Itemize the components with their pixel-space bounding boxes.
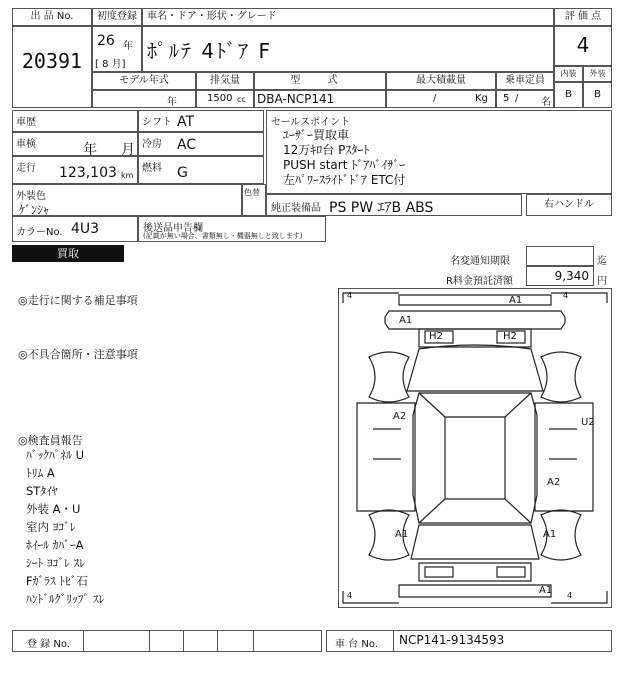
car-name-label-cell <box>142 8 554 26</box>
notice-box <box>526 246 594 266</box>
inspection-cell <box>12 132 138 156</box>
grade-label: 評 価 点 <box>564 11 602 22</box>
model-year-cell <box>92 90 196 108</box>
color-no-label: カラーNo. <box>16 227 63 238</box>
divider <box>217 631 218 651</box>
max-load-value: / <box>433 93 437 104</box>
chassis-no-value: NCP141-9134593 <box>399 633 505 647</box>
divider <box>393 631 394 651</box>
car-name-label: 車名・ドア・形状・グレード <box>147 11 277 22</box>
corner-label-tr: 4 <box>563 291 569 300</box>
first-reg-year-unit: 年 <box>123 41 133 52</box>
capacity-sep: / <box>515 93 519 104</box>
damage-mark: H2 <box>429 331 443 342</box>
displacement-cell <box>196 90 254 108</box>
inspector-title: ◎検査員報告 <box>18 434 83 447</box>
shift-cell <box>138 110 264 132</box>
inspection-year: 年 <box>83 142 97 158</box>
equipment-cell <box>266 194 522 216</box>
reg-no-cell <box>12 630 322 652</box>
max-load-label: 最大積載量 <box>416 75 466 86</box>
divider <box>253 631 254 651</box>
fuel-label: 燃料 <box>142 163 162 174</box>
mileage-value: 123,103 <box>59 165 117 181</box>
recycle-value: 9,340 <box>554 269 589 283</box>
capacity-value: 5 <box>503 93 510 104</box>
displacement-label-cell <box>196 72 254 90</box>
car-diagram-drawing <box>339 289 611 607</box>
corner-label-br: 4 <box>567 591 573 600</box>
max-load-cell <box>386 90 496 108</box>
chassis-no-cell <box>326 630 612 652</box>
shift-value: AT <box>177 114 195 130</box>
ac-label: 冷房 <box>142 139 162 150</box>
car-name: ﾎﾟﾙﾃ 4ﾄﾞｱ F <box>147 39 272 63</box>
damage-mark: A1 <box>543 529 557 540</box>
purchase-badge: 買取 <box>12 245 124 262</box>
type-label-cell <box>254 72 386 90</box>
post-doc-note: (記載が無い場合、書類無し・機器無しと致します) <box>143 232 303 240</box>
damage-mark: A1 <box>539 585 553 596</box>
model-year-label: モデル年式 <box>119 75 169 86</box>
recolor-cell <box>242 184 266 216</box>
chassis-no-label: 車 台 No. <box>335 639 378 650</box>
capacity-label-cell <box>496 72 554 90</box>
inspector-line: 外装 A・U <box>26 502 81 516</box>
notice-label: 名変通知期限 <box>450 256 510 267</box>
inspector-line: ｼｰﾄ ﾖｺﾞﾚ ｽﾚ <box>26 556 86 570</box>
damage-mark: U2 <box>581 417 595 428</box>
inspector-line: ﾄﾘﾑ A <box>26 466 55 480</box>
driving-notes-title: ◎走行に関する補足事項 <box>18 294 138 307</box>
interior-label: 内装 <box>560 69 577 78</box>
equipment-value: PS PW ｴｱB ABS <box>329 200 434 216</box>
recycle-label: R料金預託済額 <box>446 276 513 287</box>
capacity-label: 乗車定員 <box>505 75 545 86</box>
model-year-unit: 年 <box>167 97 177 108</box>
sales-points-cell <box>266 110 612 194</box>
ac-cell <box>138 132 264 156</box>
defects-title: ◎不具合箇所・注意事項 <box>18 348 138 361</box>
type-value: DBA-NCP141 <box>257 92 335 106</box>
lot-label-cell <box>12 8 92 26</box>
notice-unit: 迄 <box>597 256 607 267</box>
damage-mark: A1 <box>395 529 409 540</box>
capacity-cell <box>496 90 554 108</box>
type-label: 型 式 <box>290 75 350 86</box>
sales-points-list <box>283 128 405 188</box>
displacement-label: 排気量 <box>210 75 240 86</box>
grade-value: 4 <box>576 33 590 57</box>
color-no-cell <box>12 216 138 242</box>
first-reg-year: 26 <box>97 33 115 49</box>
inspector-line: ﾊﾞｯｸﾊﾟﾈﾙ U <box>26 448 85 462</box>
lot-number-cell <box>12 26 92 108</box>
sales-point-line: PUSH start ﾄﾞｱﾊﾞｲｻﾞｰ <box>283 158 406 172</box>
reg-no-label: 登 録 No. <box>27 639 70 650</box>
sales-point-line: 12万ｷﾛ台 Pｽﾀｰﾄ <box>283 143 370 157</box>
exterior-label: 外装 <box>589 69 606 78</box>
capacity-unit: 名 <box>541 97 551 108</box>
first-reg-label-cell <box>92 8 142 26</box>
inspector-line: ﾎｲｰﾙ ｶﾊﾞｰA <box>26 538 84 552</box>
damage-mark: H2 <box>503 331 517 342</box>
car-name-cell <box>142 26 554 72</box>
mileage-unit: km <box>121 171 134 180</box>
equipment-label: 純正装備品 <box>271 203 321 214</box>
color-label: 外装色 <box>16 191 46 202</box>
damage-mark: A2 <box>393 411 407 422</box>
type-cell <box>254 90 386 108</box>
damage-mark: A1 <box>399 315 413 326</box>
corner-label-tl: 4 <box>347 291 353 300</box>
sales-point-line: 左ﾊﾟﾜｰｽﾗｲﾄﾞﾄﾞｱ ETC付 <box>283 173 406 187</box>
inspector-line: 室内 ﾖｺﾞﾚ <box>26 520 76 534</box>
car-diagram <box>338 288 612 608</box>
inspection-label: 車検 <box>16 139 36 150</box>
fuel-value: G <box>177 165 188 181</box>
max-load-unit: Kg <box>475 93 488 104</box>
inspector-line: STﾀｲﾔ <box>26 484 58 498</box>
corner-label-bl: 4 <box>347 591 353 600</box>
divider <box>149 631 150 651</box>
interior-value: B <box>565 89 572 100</box>
max-load-label-cell <box>386 72 496 90</box>
exterior-value-cell <box>583 82 612 108</box>
displacement-unit: cc <box>237 95 246 104</box>
lot-number: 20391 <box>21 49 83 73</box>
displacement-value: 1500 <box>207 93 233 104</box>
sales-point-line: ﾕｰｻﾞｰ買取車 <box>283 128 350 142</box>
steering-value: 右ハンドル <box>544 199 594 210</box>
recycle-unit: 円 <box>597 276 607 287</box>
inspector-line: ﾊﾝﾄﾞﾙｸﾞﾘｯﾌﾟ ｽﾚ <box>26 592 105 606</box>
color-cell <box>12 184 242 216</box>
first-reg-cell <box>92 26 142 72</box>
fuel-cell <box>138 156 264 184</box>
first-reg-label: 初度登録 <box>97 11 137 22</box>
color-no-value: 4U3 <box>71 221 100 237</box>
model-year-label-cell <box>92 72 196 90</box>
damage-mark: A2 <box>547 477 561 488</box>
history-cell <box>12 110 138 132</box>
exterior-label-cell <box>583 66 612 82</box>
color-value: ｹﾞﾝｼｬ <box>19 203 50 217</box>
inspector-line: Fｶﾞﾗｽ ﾄﾋﾞ石 <box>26 574 89 588</box>
damage-mark: A1 <box>509 295 523 306</box>
interior-value-cell <box>554 82 583 108</box>
post-doc-cell <box>138 216 326 242</box>
grade-cell <box>554 26 612 66</box>
shift-label: シフト <box>142 117 172 128</box>
inspector-notes <box>26 446 104 608</box>
mileage-cell <box>12 156 138 184</box>
sales-points-label: セールスポイント <box>271 117 351 128</box>
grade-label-cell <box>554 8 612 26</box>
recycle-box <box>526 266 594 286</box>
post-doc-label: 後送品申告欄 <box>143 223 203 234</box>
divider <box>183 631 184 651</box>
divider <box>83 631 84 651</box>
interior-label-cell <box>554 66 583 82</box>
mileage-label: 走行 <box>16 163 36 174</box>
inspection-month: 月 <box>121 142 135 158</box>
lot-label: 出 品 No. <box>30 11 74 22</box>
history-label: 車歴 <box>16 117 36 128</box>
steering-cell <box>526 194 612 216</box>
ac-value: AC <box>177 137 197 153</box>
first-reg-month: [ 8 月] <box>95 59 126 70</box>
exterior-value: B <box>594 89 601 100</box>
recolor-label: 色替 <box>244 188 260 197</box>
